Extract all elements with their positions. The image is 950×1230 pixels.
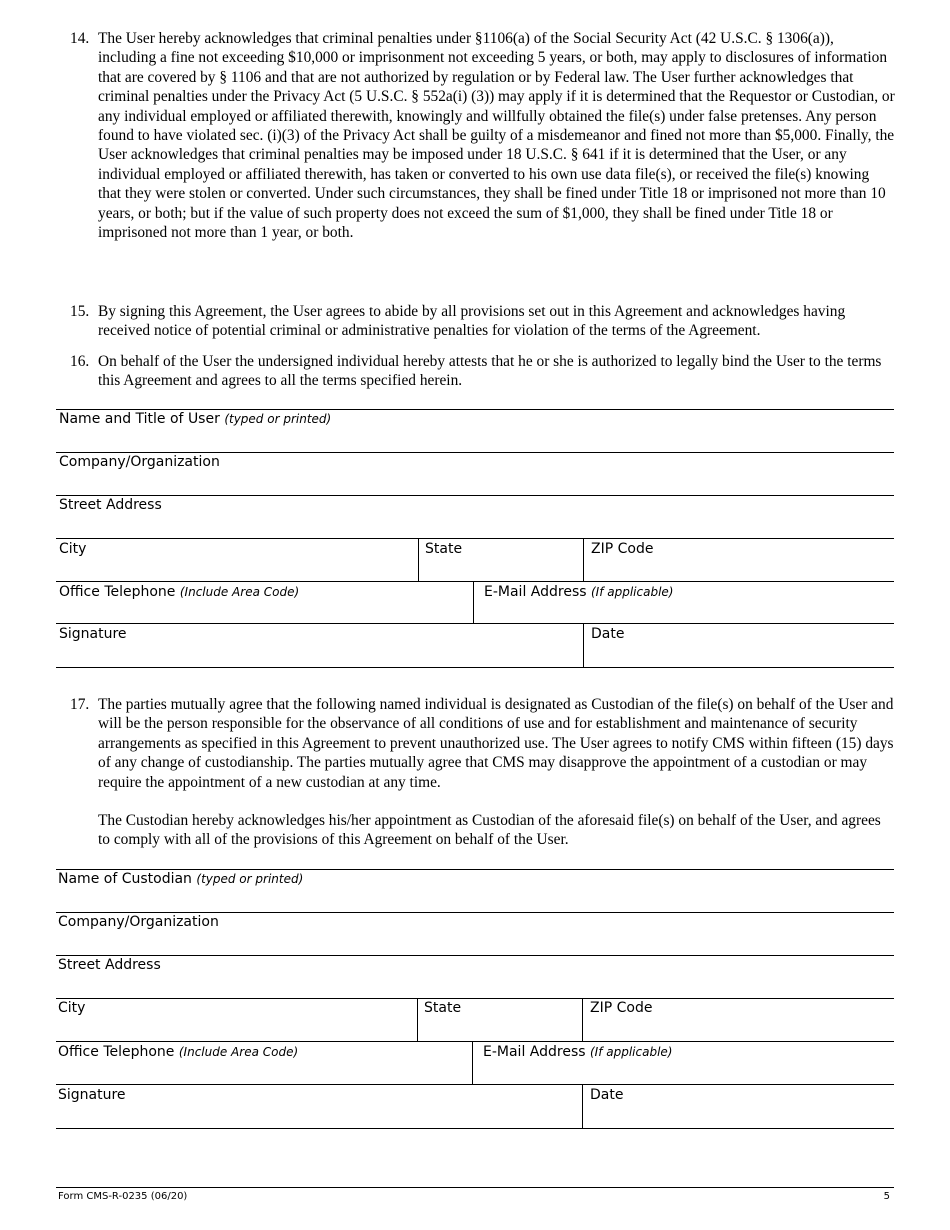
user-street-label: Street Address bbox=[59, 497, 162, 513]
custodian-zip-field[interactable] bbox=[590, 999, 652, 1017]
custodian-signature-label: Signature bbox=[58, 1087, 126, 1103]
custodian-street-field[interactable] bbox=[58, 956, 161, 974]
user-state-field[interactable] bbox=[425, 540, 462, 558]
custodian-name-note: (typed or printed) bbox=[196, 872, 304, 886]
form-divider bbox=[56, 1128, 894, 1129]
footer-rule bbox=[56, 1187, 894, 1188]
form-cell-divider bbox=[418, 538, 419, 581]
custodian-state-label: State bbox=[424, 1000, 462, 1016]
form-divider bbox=[56, 495, 894, 496]
form-divider bbox=[56, 538, 894, 539]
page-number: 5 bbox=[883, 1191, 890, 1202]
custodian-city-label: City bbox=[58, 1000, 86, 1016]
user-signature-label: Signature bbox=[59, 626, 127, 642]
custodian-name-label: Name of Custodian bbox=[58, 871, 192, 887]
custodian-company-label: Company/Organization bbox=[58, 914, 219, 930]
user-zip-label: ZIP Code bbox=[591, 541, 654, 557]
form-divider bbox=[56, 1041, 894, 1042]
clause-number: 17. bbox=[70, 696, 90, 713]
form-cell-divider bbox=[582, 998, 583, 1041]
user-street-field[interactable] bbox=[59, 496, 162, 514]
user-date-label: Date bbox=[591, 626, 625, 642]
custodian-acknowledgement: The Custodian hereby acknowledges his/her appointment as Custodian of the aforesaid file(s) on behalf of the User, and agrees to comply with all of the provisions of this Agreement on behalf of the User. bbox=[98, 812, 881, 849]
user-name-field[interactable] bbox=[59, 410, 331, 428]
custodian-signature-field[interactable] bbox=[58, 1086, 126, 1104]
custodian-date-label: Date bbox=[590, 1087, 624, 1103]
user-company-field[interactable] bbox=[59, 453, 220, 471]
user-phone-label: Office Telephone bbox=[59, 584, 176, 600]
clause-number: 16. bbox=[70, 353, 90, 370]
user-company-label: Company/Organization bbox=[59, 454, 220, 470]
clause-text: The parties mutually agree that the following named individual is designated as Custodian of the file(s) on behalf of the User and will be the person responsible for the observance of all conditions of use and for establishment and maintenance of security arrangements as specified in this Agreement to prevent unauthorized use. The User agrees to notify CMS within fifteen (15) days of any change of custodianship. The parties mutually agree that CMS may disapprove the appointment of a custodian or may require the appointment of a new custodian at any time. bbox=[98, 696, 894, 791]
custodian-phone-field[interactable] bbox=[58, 1043, 298, 1061]
form-divider bbox=[56, 1084, 894, 1085]
form-cell-divider bbox=[583, 538, 584, 581]
form-cell-divider bbox=[583, 623, 584, 667]
custodian-name-field[interactable] bbox=[58, 870, 303, 888]
form-cell-divider bbox=[473, 581, 474, 623]
user-signature-field[interactable] bbox=[59, 625, 127, 643]
form-divider bbox=[56, 955, 894, 956]
user-city-field[interactable] bbox=[59, 540, 86, 558]
custodian-email-field[interactable] bbox=[483, 1043, 672, 1061]
user-zip-field[interactable] bbox=[591, 540, 653, 558]
custodian-email-label: E-Mail Address bbox=[483, 1044, 586, 1060]
user-city-label: City bbox=[59, 541, 87, 557]
user-phone-field[interactable] bbox=[59, 583, 299, 601]
custodian-phone-label: Office Telephone bbox=[58, 1044, 175, 1060]
user-name-label: Name and Title of User bbox=[59, 411, 220, 427]
user-date-field[interactable] bbox=[591, 625, 624, 643]
user-email-label: E-Mail Address bbox=[484, 584, 587, 600]
clause-text: The User hereby acknowledges that criminal penalties under §1106(a) of the Social Security Act (42 U.S.C. § 1306(a)), including a fine not exceeding $10,000 or imprisonment not exceeding 5 years, or both, may apply to disclosures of information that are covered by § 1106 and that are not authorized by regulation or by Federal law. The User further acknowledges that criminal penalties under the Privacy Act (5 U.S.C. § 552a(i) (3)) may apply if it is determined that the Requestor or Custodian, or any individual employed or affiliated therewith, knowingly and willfully obtained the file(s) under false pretenses. Any person found to have violated sec. (i)(3) of the Privacy Act shall be guilty of a misdemeanor and fined not more than $5,000. Finally, the User acknowledges that criminal penalties may be imposed under 18 U.S.C. § 641 if it is determined that the User, or any individual employed or affiliated therewith, has taken or converted to his own use data file(s), or received the file(s) knowing that they were stolen or converted. Under such circumstances, they shall be fined under Title 18 or imprisoned not more than 10 years, or both; but if the value of such property does not exceed the sum of $1,000, they shall be fined under Title 18 or imprisoned not more than 1 year, or both. bbox=[98, 30, 895, 242]
form-cell-divider bbox=[472, 1041, 473, 1084]
custodian-zip-label: ZIP Code bbox=[590, 1000, 653, 1016]
clause-text: By signing this Agreement, the User agrees to abide by all provisions set out in this Agreement and acknowledges having received notice of potential criminal or administrative penalties for violation of the terms of the Agreement. bbox=[98, 303, 846, 340]
form-cell-divider bbox=[417, 998, 418, 1041]
custodian-state-field[interactable] bbox=[424, 999, 461, 1017]
form-divider bbox=[56, 998, 894, 999]
clause-number: 14. bbox=[70, 30, 90, 47]
custodian-city-field[interactable] bbox=[58, 999, 85, 1017]
custodian-company-field[interactable] bbox=[58, 913, 219, 931]
custodian-email-note: (If applicable) bbox=[590, 1045, 673, 1059]
custodian-street-label: Street Address bbox=[58, 957, 161, 973]
user-phone-note: (Include Area Code) bbox=[179, 585, 300, 599]
clause-text: On behalf of the User the undersigned individual hereby attests that he or she is authorized to legally bind the User to the terms this Agreement and agrees to all the terms specified herein. bbox=[98, 353, 882, 390]
user-state-label: State bbox=[425, 541, 463, 557]
form-identifier: Form CMS-R-0235 (06/20) bbox=[58, 1191, 188, 1202]
clause-number: 15. bbox=[70, 303, 90, 320]
form-divider bbox=[56, 667, 894, 668]
user-name-note: (typed or printed) bbox=[224, 412, 332, 426]
form-divider bbox=[56, 623, 894, 624]
form-cell-divider bbox=[582, 1084, 583, 1128]
custodian-date-field[interactable] bbox=[590, 1086, 623, 1104]
custodian-phone-note: (Include Area Code) bbox=[178, 1045, 299, 1059]
user-email-field[interactable] bbox=[484, 583, 673, 601]
user-email-note: (If applicable) bbox=[591, 585, 674, 599]
form-divider bbox=[56, 581, 894, 582]
